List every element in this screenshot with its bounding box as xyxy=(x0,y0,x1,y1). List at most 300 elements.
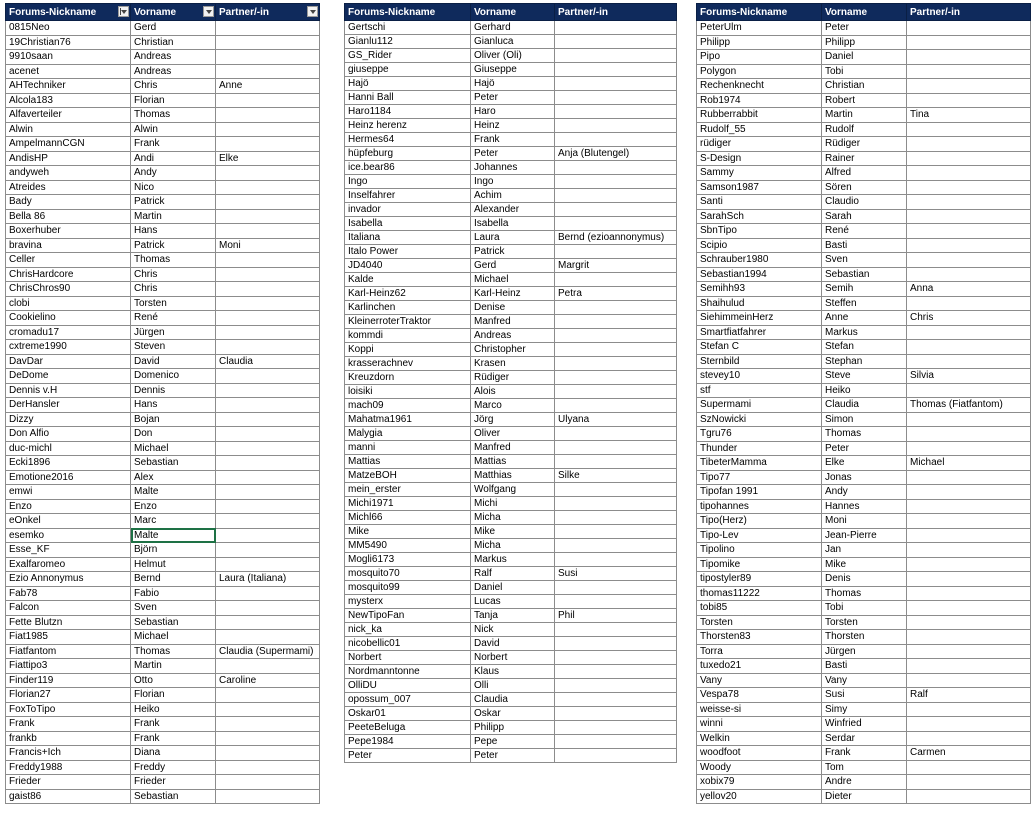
cell-firstname[interactable]: David xyxy=(131,354,216,369)
cell-nickname[interactable]: AHTechniker xyxy=(6,79,131,94)
cell-nickname[interactable]: JD4040 xyxy=(345,259,471,273)
cell-partner[interactable] xyxy=(216,775,320,790)
cell-firstname[interactable]: Mattias xyxy=(471,455,555,469)
cell-firstname[interactable]: Chris xyxy=(131,79,216,94)
cell-nickname[interactable]: acenet xyxy=(6,64,131,79)
filter-sort-icon[interactable] xyxy=(118,6,129,17)
cell-firstname[interactable]: Thomas xyxy=(131,108,216,123)
cell-nickname[interactable]: Rudolf_55 xyxy=(697,122,822,137)
cell-nickname[interactable]: Frieder xyxy=(6,775,131,790)
cell-firstname[interactable]: Gianluca xyxy=(471,35,555,49)
cell-partner[interactable] xyxy=(216,528,320,543)
cell-firstname[interactable]: Norbert xyxy=(471,651,555,665)
cell-nickname[interactable]: SarahSch xyxy=(697,209,822,224)
cell-partner[interactable] xyxy=(907,470,1031,485)
cell-nickname[interactable]: SiehimmeinHerz xyxy=(697,311,822,326)
cell-nickname[interactable]: KleinerroterTraktor xyxy=(345,315,471,329)
cell-partner[interactable]: Carmen xyxy=(907,746,1031,761)
cell-partner[interactable] xyxy=(216,340,320,355)
filter-dropdown-icon[interactable] xyxy=(307,6,318,17)
cell-firstname[interactable]: Frank xyxy=(131,717,216,732)
cell-partner[interactable] xyxy=(555,427,677,441)
cell-firstname[interactable]: Andre xyxy=(822,775,907,790)
cell-firstname[interactable]: Daniel xyxy=(822,50,907,65)
cell-partner[interactable] xyxy=(555,35,677,49)
cell-firstname[interactable]: Sebastian xyxy=(131,789,216,804)
cell-partner[interactable] xyxy=(907,659,1031,674)
cell-firstname[interactable]: Claudia xyxy=(471,693,555,707)
cell-nickname[interactable]: Haro1184 xyxy=(345,105,471,119)
cell-firstname[interactable]: Krasen xyxy=(471,357,555,371)
cell-nickname[interactable]: Fette Blutzn xyxy=(6,615,131,630)
cell-partner[interactable] xyxy=(216,137,320,152)
cell-nickname[interactable]: kommdi xyxy=(345,329,471,343)
cell-nickname[interactable]: Ecki1896 xyxy=(6,456,131,471)
cell-nickname[interactable]: bravina xyxy=(6,238,131,253)
cell-firstname[interactable]: Dieter xyxy=(822,789,907,804)
cell-partner[interactable] xyxy=(907,514,1031,529)
cell-firstname[interactable]: Florian xyxy=(131,688,216,703)
cell-nickname[interactable]: Falcon xyxy=(6,601,131,616)
cell-firstname[interactable]: Chris xyxy=(131,267,216,282)
cell-nickname[interactable]: Nordmanntonne xyxy=(345,665,471,679)
cell-partner[interactable] xyxy=(216,369,320,384)
cell-nickname[interactable]: xobix79 xyxy=(697,775,822,790)
cell-partner[interactable]: Caroline xyxy=(216,673,320,688)
cell-partner[interactable] xyxy=(216,108,320,123)
cell-partner[interactable] xyxy=(907,79,1031,94)
cell-firstname[interactable]: Gerd xyxy=(471,259,555,273)
cell-firstname[interactable]: Markus xyxy=(822,325,907,340)
cell-firstname[interactable]: David xyxy=(471,637,555,651)
cell-firstname[interactable]: Simon xyxy=(822,412,907,427)
cell-nickname[interactable]: Torra xyxy=(697,644,822,659)
cell-nickname[interactable]: Tgru76 xyxy=(697,427,822,442)
cell-firstname[interactable]: Oskar xyxy=(471,707,555,721)
cell-firstname[interactable]: Christopher xyxy=(471,343,555,357)
cell-firstname[interactable]: Björn xyxy=(131,543,216,558)
cell-nickname[interactable]: Tipo(Herz) xyxy=(697,514,822,529)
cell-nickname[interactable]: Torsten xyxy=(697,615,822,630)
cell-firstname[interactable]: Sven xyxy=(131,601,216,616)
cell-partner[interactable] xyxy=(555,679,677,693)
cell-nickname[interactable]: Ingo xyxy=(345,175,471,189)
cell-nickname[interactable]: giuseppe xyxy=(345,63,471,77)
cell-partner[interactable] xyxy=(555,595,677,609)
cell-partner[interactable] xyxy=(216,499,320,514)
cell-nickname[interactable]: Koppi xyxy=(345,343,471,357)
cell-firstname[interactable]: Tobi xyxy=(822,64,907,79)
cell-nickname[interactable]: mosquito99 xyxy=(345,581,471,595)
cell-nickname[interactable]: SzNowicki xyxy=(697,412,822,427)
cell-nickname[interactable]: yellov20 xyxy=(697,789,822,804)
cell-nickname[interactable]: frankb xyxy=(6,731,131,746)
cell-firstname[interactable]: Frank xyxy=(131,137,216,152)
cell-partner[interactable] xyxy=(555,483,677,497)
cell-firstname[interactable]: Freddy xyxy=(131,760,216,775)
cell-firstname[interactable]: Philipp xyxy=(822,35,907,50)
cell-nickname[interactable]: Ezio Annonymus xyxy=(6,572,131,587)
cell-partner[interactable]: Claudia xyxy=(216,354,320,369)
cell-nickname[interactable]: Tipo-Lev xyxy=(697,528,822,543)
cell-nickname[interactable]: Heinz herenz xyxy=(345,119,471,133)
cell-firstname[interactable]: Olli xyxy=(471,679,555,693)
cell-partner[interactable] xyxy=(216,209,320,224)
cell-firstname[interactable]: Winfried xyxy=(822,717,907,732)
cell-nickname[interactable]: woodfoot xyxy=(697,746,822,761)
cell-firstname[interactable]: Heiko xyxy=(822,383,907,398)
cell-partner[interactable] xyxy=(216,702,320,717)
cell-partner[interactable]: Anne xyxy=(216,79,320,94)
cell-firstname[interactable]: Oliver (Oli) xyxy=(471,49,555,63)
cell-partner[interactable]: Tina xyxy=(907,108,1031,123)
cell-partner[interactable] xyxy=(216,282,320,297)
cell-nickname[interactable]: Enzo xyxy=(6,499,131,514)
cell-firstname[interactable]: Florian xyxy=(131,93,216,108)
cell-nickname[interactable]: GS_Rider xyxy=(345,49,471,63)
cell-firstname[interactable]: Wolfgang xyxy=(471,483,555,497)
cell-firstname[interactable]: Thomas xyxy=(131,253,216,268)
cell-partner[interactable] xyxy=(216,514,320,529)
cell-nickname[interactable]: Kalde xyxy=(345,273,471,287)
cell-firstname[interactable]: Klaus xyxy=(471,665,555,679)
cell-partner[interactable] xyxy=(555,217,677,231)
cell-nickname[interactable]: Kreuzdorn xyxy=(345,371,471,385)
cell-partner[interactable] xyxy=(216,630,320,645)
cell-nickname[interactable]: Hanni Ball xyxy=(345,91,471,105)
cell-nickname[interactable]: invador xyxy=(345,203,471,217)
cell-partner[interactable] xyxy=(555,497,677,511)
cell-firstname[interactable]: Lucas xyxy=(471,595,555,609)
cell-nickname[interactable]: S-Design xyxy=(697,151,822,166)
cell-firstname[interactable]: Semih xyxy=(822,282,907,297)
cell-firstname[interactable]: Johannes xyxy=(471,161,555,175)
cell-nickname[interactable]: PeeteBeluga xyxy=(345,721,471,735)
cell-firstname[interactable]: Mike xyxy=(822,557,907,572)
cell-nickname[interactable]: ChrisChros90 xyxy=(6,282,131,297)
cell-firstname[interactable]: Moni xyxy=(822,514,907,529)
cell-partner[interactable] xyxy=(907,151,1031,166)
cell-partner[interactable] xyxy=(216,224,320,239)
cell-partner[interactable] xyxy=(907,180,1031,195)
cell-firstname[interactable]: Jürgen xyxy=(131,325,216,340)
cell-partner[interactable] xyxy=(907,528,1031,543)
cell-firstname[interactable]: Frank xyxy=(822,746,907,761)
cell-nickname[interactable]: 0815Neo xyxy=(6,21,131,36)
cell-firstname[interactable]: Peter xyxy=(471,91,555,105)
cell-partner[interactable] xyxy=(907,224,1031,239)
cell-firstname[interactable]: Alexander xyxy=(471,203,555,217)
cell-nickname[interactable]: tuxedo21 xyxy=(697,659,822,674)
cell-firstname[interactable]: Martin xyxy=(131,209,216,224)
cell-firstname[interactable]: Michael xyxy=(131,630,216,645)
cell-nickname[interactable]: Oskar01 xyxy=(345,707,471,721)
cell-partner[interactable] xyxy=(555,581,677,595)
cell-nickname[interactable]: PeterUlm xyxy=(697,21,822,36)
cell-partner[interactable]: Claudia (Supermami) xyxy=(216,644,320,659)
cell-partner[interactable] xyxy=(907,586,1031,601)
cell-nickname[interactable]: TibeterMamma xyxy=(697,456,822,471)
cell-nickname[interactable]: emwi xyxy=(6,485,131,500)
cell-nickname[interactable]: 9910saan xyxy=(6,50,131,65)
cell-nickname[interactable]: DavDar xyxy=(6,354,131,369)
cell-partner[interactable] xyxy=(907,630,1031,645)
cell-firstname[interactable]: Marco xyxy=(471,399,555,413)
cell-nickname[interactable]: Polygon xyxy=(697,64,822,79)
cell-firstname[interactable]: Rüdiger xyxy=(471,371,555,385)
cell-nickname[interactable]: tipohannes xyxy=(697,499,822,514)
cell-nickname[interactable]: Tipomike xyxy=(697,557,822,572)
cell-firstname[interactable]: Diana xyxy=(131,746,216,761)
cell-partner[interactable] xyxy=(216,296,320,311)
cell-partner[interactable] xyxy=(907,673,1031,688)
cell-partner[interactable] xyxy=(216,760,320,775)
cell-nickname[interactable]: Welkin xyxy=(697,731,822,746)
cell-firstname[interactable]: Denis xyxy=(822,572,907,587)
cell-partner[interactable] xyxy=(907,21,1031,36)
cell-nickname[interactable]: nicobellic01 xyxy=(345,637,471,651)
cell-nickname[interactable]: Italo Power xyxy=(345,245,471,259)
cell-partner[interactable] xyxy=(216,731,320,746)
cell-partner[interactable] xyxy=(216,64,320,79)
cell-nickname[interactable]: Mogli6173 xyxy=(345,553,471,567)
cell-nickname[interactable]: andyweh xyxy=(6,166,131,181)
cell-nickname[interactable]: Thunder xyxy=(697,441,822,456)
cell-partner[interactable] xyxy=(907,499,1031,514)
cell-partner[interactable] xyxy=(907,441,1031,456)
cell-firstname[interactable]: Matthias xyxy=(471,469,555,483)
cell-partner[interactable]: Phil xyxy=(555,609,677,623)
cell-partner[interactable] xyxy=(216,311,320,326)
cell-nickname[interactable]: OlliDU xyxy=(345,679,471,693)
cell-nickname[interactable]: thomas11222 xyxy=(697,586,822,601)
cell-partner[interactable] xyxy=(907,702,1031,717)
cell-partner[interactable]: Michael xyxy=(907,456,1031,471)
cell-partner[interactable] xyxy=(907,325,1031,340)
cell-partner[interactable] xyxy=(555,525,677,539)
cell-firstname[interactable]: Claudia xyxy=(822,398,907,413)
cell-nickname[interactable]: Malygia xyxy=(345,427,471,441)
cell-nickname[interactable]: Don Alfio xyxy=(6,427,131,442)
cell-nickname[interactable]: Sternbild xyxy=(697,354,822,369)
cell-nickname[interactable]: Celler xyxy=(6,253,131,268)
cell-partner[interactable] xyxy=(555,203,677,217)
cell-partner[interactable]: Ralf xyxy=(907,688,1031,703)
cell-nickname[interactable]: Smartfiatfahrer xyxy=(697,325,822,340)
cell-partner[interactable] xyxy=(907,296,1031,311)
cell-nickname[interactable]: manni xyxy=(345,441,471,455)
cell-partner[interactable]: Anna xyxy=(907,282,1031,297)
cell-firstname[interactable]: Andreas xyxy=(471,329,555,343)
cell-partner[interactable] xyxy=(555,707,677,721)
cell-nickname[interactable]: mysterx xyxy=(345,595,471,609)
cell-partner[interactable]: Ulyana xyxy=(555,413,677,427)
cell-partner[interactable] xyxy=(907,50,1031,65)
cell-firstname[interactable]: Malte xyxy=(131,485,216,500)
cell-partner[interactable] xyxy=(907,543,1031,558)
cell-firstname[interactable]: Michael xyxy=(131,441,216,456)
cell-firstname[interactable]: Susi xyxy=(822,688,907,703)
cell-firstname[interactable]: Alfred xyxy=(822,166,907,181)
cell-partner[interactable] xyxy=(216,195,320,210)
cell-partner[interactable] xyxy=(216,601,320,616)
cell-nickname[interactable]: Italiana xyxy=(345,231,471,245)
cell-firstname[interactable]: Sebastian xyxy=(822,267,907,282)
cell-partner[interactable]: Bernd (ezioannonymus) xyxy=(555,231,677,245)
cell-nickname[interactable]: Mike xyxy=(345,525,471,539)
cell-partner[interactable] xyxy=(216,543,320,558)
cell-nickname[interactable]: Sammy xyxy=(697,166,822,181)
cell-firstname[interactable]: Thomas xyxy=(822,586,907,601)
cell-partner[interactable] xyxy=(216,441,320,456)
cell-nickname[interactable]: Fab78 xyxy=(6,586,131,601)
cell-partner[interactable] xyxy=(555,301,677,315)
cell-partner[interactable] xyxy=(555,161,677,175)
cell-firstname[interactable]: Manfred xyxy=(471,315,555,329)
cell-nickname[interactable]: nick_ka xyxy=(345,623,471,637)
cell-firstname[interactable]: Gerd xyxy=(131,21,216,36)
cell-partner[interactable] xyxy=(907,238,1031,253)
cell-partner[interactable] xyxy=(907,775,1031,790)
cell-firstname[interactable]: Alex xyxy=(131,470,216,485)
cell-firstname[interactable]: Peter xyxy=(822,441,907,456)
cell-partner[interactable] xyxy=(555,49,677,63)
cell-firstname[interactable]: Patrick xyxy=(131,238,216,253)
cell-firstname[interactable]: Micha xyxy=(471,539,555,553)
cell-nickname[interactable]: Semihh93 xyxy=(697,282,822,297)
cell-nickname[interactable]: Inselfahrer xyxy=(345,189,471,203)
cell-nickname[interactable]: Emotione2016 xyxy=(6,470,131,485)
cell-partner[interactable] xyxy=(216,267,320,282)
cell-nickname[interactable]: Mattias xyxy=(345,455,471,469)
cell-partner[interactable]: Margrit xyxy=(555,259,677,273)
cell-firstname[interactable]: Serdar xyxy=(822,731,907,746)
cell-partner[interactable]: Elke xyxy=(216,151,320,166)
cell-firstname[interactable]: Andy xyxy=(131,166,216,181)
cell-partner[interactable] xyxy=(216,659,320,674)
cell-firstname[interactable]: Nico xyxy=(131,180,216,195)
cell-firstname[interactable]: Rudolf xyxy=(822,122,907,137)
cell-nickname[interactable]: cromadu17 xyxy=(6,325,131,340)
cell-nickname[interactable]: Scipio xyxy=(697,238,822,253)
cell-nickname[interactable]: Hermes64 xyxy=(345,133,471,147)
cell-nickname[interactable]: Mahatma1961 xyxy=(345,413,471,427)
cell-partner[interactable] xyxy=(216,180,320,195)
cell-nickname[interactable]: Thorsten83 xyxy=(697,630,822,645)
cell-partner[interactable] xyxy=(216,50,320,65)
cell-firstname[interactable]: Ralf xyxy=(471,567,555,581)
cell-partner[interactable] xyxy=(907,557,1031,572)
cell-partner[interactable] xyxy=(907,412,1031,427)
cell-nickname[interactable]: ChrisHardcore xyxy=(6,267,131,282)
cell-partner[interactable] xyxy=(907,195,1031,210)
cell-nickname[interactable]: Esse_KF xyxy=(6,543,131,558)
cell-firstname[interactable]: René xyxy=(822,224,907,239)
cell-nickname[interactable]: Fiat1985 xyxy=(6,630,131,645)
cell-nickname[interactable]: SbnTipo xyxy=(697,224,822,239)
cell-partner[interactable] xyxy=(555,693,677,707)
cell-nickname[interactable]: Philipp xyxy=(697,35,822,50)
cell-firstname[interactable]: Isabella xyxy=(471,217,555,231)
cell-partner[interactable] xyxy=(907,615,1031,630)
cell-nickname[interactable]: Bady xyxy=(6,195,131,210)
cell-partner[interactable] xyxy=(555,371,677,385)
cell-firstname[interactable]: Denise xyxy=(471,301,555,315)
cell-partner[interactable] xyxy=(216,615,320,630)
cell-partner[interactable] xyxy=(216,398,320,413)
cell-firstname[interactable]: Jörg xyxy=(471,413,555,427)
cell-firstname[interactable]: Micha xyxy=(471,511,555,525)
cell-partner[interactable] xyxy=(555,735,677,749)
cell-nickname[interactable]: AmpelmannCGN xyxy=(6,137,131,152)
cell-nickname[interactable]: hüpfeburg xyxy=(345,147,471,161)
cell-firstname[interactable]: Thorsten xyxy=(822,630,907,645)
cell-firstname[interactable]: Alois xyxy=(471,385,555,399)
cell-nickname[interactable]: eOnkel xyxy=(6,514,131,529)
cell-nickname[interactable]: mosquito70 xyxy=(345,567,471,581)
cell-partner[interactable] xyxy=(907,35,1031,50)
cell-firstname[interactable]: Torsten xyxy=(131,296,216,311)
cell-partner[interactable] xyxy=(907,253,1031,268)
cell-partner[interactable] xyxy=(555,315,677,329)
cell-firstname[interactable]: Jonas xyxy=(822,470,907,485)
cell-firstname[interactable]: Michael xyxy=(471,273,555,287)
cell-firstname[interactable]: Anne xyxy=(822,311,907,326)
cell-partner[interactable] xyxy=(907,64,1031,79)
cell-nickname[interactable]: Hajö xyxy=(345,77,471,91)
cell-partner[interactable] xyxy=(216,383,320,398)
cell-firstname[interactable]: René xyxy=(131,311,216,326)
cell-nickname[interactable]: Gianlu112 xyxy=(345,35,471,49)
cell-firstname[interactable]: Stephan xyxy=(822,354,907,369)
cell-firstname[interactable]: Daniel xyxy=(471,581,555,595)
cell-firstname[interactable]: Andreas xyxy=(131,50,216,65)
cell-firstname[interactable]: Michi xyxy=(471,497,555,511)
cell-firstname[interactable]: Otto xyxy=(131,673,216,688)
cell-firstname[interactable]: Haro xyxy=(471,105,555,119)
cell-nickname[interactable]: Freddy1988 xyxy=(6,760,131,775)
cell-firstname[interactable]: Patrick xyxy=(471,245,555,259)
cell-nickname[interactable]: Bella 86 xyxy=(6,209,131,224)
cell-partner[interactable] xyxy=(907,731,1031,746)
cell-partner[interactable] xyxy=(555,245,677,259)
cell-firstname[interactable]: Claudio xyxy=(822,195,907,210)
cell-firstname[interactable]: Thomas xyxy=(131,644,216,659)
cell-firstname[interactable]: Jürgen xyxy=(822,644,907,659)
cell-nickname[interactable]: ice.bear86 xyxy=(345,161,471,175)
cell-nickname[interactable]: Karl-Heinz62 xyxy=(345,287,471,301)
cell-nickname[interactable]: Michi1971 xyxy=(345,497,471,511)
cell-partner[interactable] xyxy=(555,189,677,203)
cell-partner[interactable] xyxy=(907,93,1031,108)
cell-nickname[interactable]: Vespa78 xyxy=(697,688,822,703)
cell-nickname[interactable]: 19Christian76 xyxy=(6,35,131,50)
cell-firstname[interactable]: Frank xyxy=(131,731,216,746)
cell-partner[interactable] xyxy=(555,105,677,119)
cell-firstname[interactable]: Andi xyxy=(131,151,216,166)
cell-nickname[interactable]: stf xyxy=(697,383,822,398)
cell-firstname[interactable]: Hans xyxy=(131,224,216,239)
cell-partner[interactable] xyxy=(907,427,1031,442)
cell-partner[interactable] xyxy=(555,637,677,651)
cell-firstname[interactable]: Sven xyxy=(822,253,907,268)
cell-nickname[interactable]: Norbert xyxy=(345,651,471,665)
cell-firstname[interactable]: Helmut xyxy=(131,557,216,572)
cell-partner[interactable]: Susi xyxy=(555,567,677,581)
cell-partner[interactable] xyxy=(555,511,677,525)
cell-partner[interactable] xyxy=(555,329,677,343)
cell-firstname[interactable]: Dennis xyxy=(131,383,216,398)
